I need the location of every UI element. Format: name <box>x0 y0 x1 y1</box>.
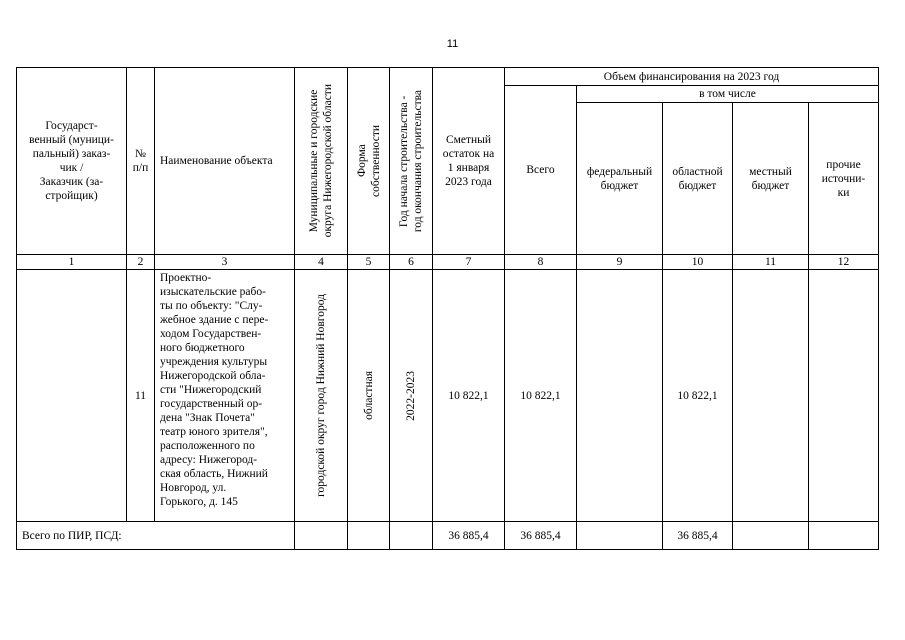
column-number: 11 <box>733 255 809 270</box>
header-customer: Государст- венный (муници- пальный) заказ- чик / Заказчик (за- стройщик) <box>17 68 127 255</box>
row-other <box>809 270 879 522</box>
header-regional: областной бюджет <box>663 103 733 255</box>
header-municipality: Муниципальные и городские округа Нижегородской области <box>295 68 348 255</box>
header-num: № п/п <box>127 68 155 255</box>
row-customer <box>17 270 127 522</box>
totals-total: 36 885,4 <box>505 522 577 550</box>
totals-label: Всего по ПИР, ПСД: <box>17 522 295 550</box>
header-total: Всего <box>505 86 577 255</box>
column-number: 8 <box>505 255 577 270</box>
totals-empty <box>295 522 348 550</box>
header-object-name: Наименование объекта <box>155 68 295 255</box>
row-num: 11 <box>127 270 155 522</box>
totals-regional: 36 885,4 <box>663 522 733 550</box>
column-number: 10 <box>663 255 733 270</box>
header-including: в том числе <box>577 86 879 103</box>
column-number: 1 <box>17 255 127 270</box>
row-ownership: областная <box>348 270 390 522</box>
column-number: 5 <box>348 255 390 270</box>
row-object-name: Проектно- изыскательские рабо- ты по объекту: "Слу- жебное здание с пере- ходом Государствен- ного бюджетного учреждения культуры Нижегородской обла- сти "Нижегородский государственный ор- дена "Знак Почета" театр юного зрителя", расположенного по адресу: Нижегород- ская область, Нижний Новгород, ул. Горького, д. 145 <box>155 270 295 522</box>
column-number: 6 <box>390 255 433 270</box>
column-number-row <box>17 255 879 270</box>
column-number: 7 <box>433 255 505 270</box>
row-total: 10 822,1 <box>505 270 577 522</box>
table-row <box>17 270 879 522</box>
header-funding: Объем финансирования на 2023 год <box>505 68 879 86</box>
header-estimate: Сметный остаток на 1 января 2023 года <box>433 68 505 255</box>
header-other: прочие источни- ки <box>809 103 879 255</box>
row-estimate: 10 822,1 <box>433 270 505 522</box>
header-years: Год начала строительства - год окончания строительства <box>390 68 433 255</box>
totals-row <box>17 522 879 550</box>
totals-empty <box>348 522 390 550</box>
totals-empty <box>390 522 433 550</box>
row-years: 2022-2023 <box>390 270 433 522</box>
totals-local <box>733 522 809 550</box>
row-federal <box>577 270 663 522</box>
column-number: 4 <box>295 255 348 270</box>
page-number: 11 <box>446 38 459 50</box>
row-regional: 10 822,1 <box>663 270 733 522</box>
column-number: 9 <box>577 255 663 270</box>
header-ownership: Форма собственности <box>348 68 390 255</box>
totals-estimate: 36 885,4 <box>433 522 505 550</box>
header-federal: федеральный бюджет <box>577 103 663 255</box>
row-local <box>733 270 809 522</box>
header-local: местный бюджет <box>733 103 809 255</box>
totals-federal <box>577 522 663 550</box>
column-number: 2 <box>127 255 155 270</box>
totals-other <box>809 522 879 550</box>
row-municipality: городской округ город Нижний Новгород <box>295 270 348 522</box>
financing-table <box>16 67 879 550</box>
column-number: 12 <box>809 255 879 270</box>
column-number: 3 <box>155 255 295 270</box>
